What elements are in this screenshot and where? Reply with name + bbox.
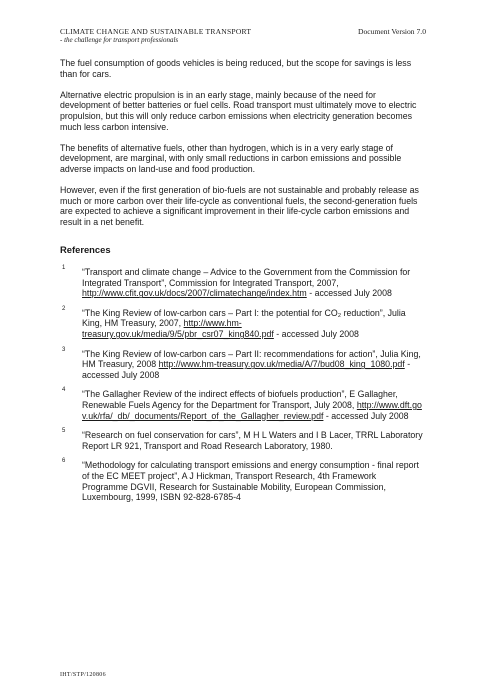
reference-number: 2 — [62, 305, 66, 312]
reference-item — [60, 389, 424, 421]
paragraph: The fuel consumption of goods vehicles is being reduced, but the scope for savings is less than for cars. — [60, 58, 412, 79]
reference-text: “Transport and climate change – Advice to the Government from the Commission for Integrated Transport”, Commission for Integrated Transport, 2007, — [82, 267, 411, 288]
header-subtitle: - the challenge for transport professionals — [60, 36, 179, 44]
paragraph: Alternative electric propulsion is in an early stage, mainly because of the need for development of better batteries or fuel cells. Road transport must ultimately move to electric propulsion, but this will only reduce carbon emissions when electricity generation becomes much less carbon intensive. — [60, 89, 417, 132]
reference-number: 5 — [62, 428, 66, 435]
document-body — [60, 58, 424, 512]
reference-link[interactable]: http://www.hm-treasury.gov.uk/media/9/5/pbr_csr07_king840.pdf — [82, 318, 274, 340]
reference-link[interactable]: http://www.dft.gov.uk/rfa/_db/_documents/Report_of_the_Gallagher_review.pdf — [82, 400, 422, 421]
reference-item — [60, 346, 424, 381]
reference-text: “The King Review of low-carbon cars – Part II: recommendations for action”, Julia King, HM Treasury, 2008 — [82, 348, 421, 370]
reference-number: 3 — [62, 346, 66, 353]
header-title: CLIMATE CHANGE AND SUSTAINABLE TRANSPORT — [60, 27, 252, 36]
running-header — [60, 27, 251, 45]
reference-accessed: - accessed July 2008 — [273, 329, 359, 340]
reference-number: 6 — [62, 458, 66, 465]
paragraph: However, even if the first generation of bio-fuels are not sustainable and probably release as much or more carbon over their life-cycle as conventional fuels, the second-generation fuels are expected to achieve a significant improvement in their life-cycle carbon emissions and result in a net benefit. — [60, 185, 419, 227]
reference-accessed: - accessed July 2008 — [306, 288, 392, 299]
reference-text: “Methodology for calculating transport emissions and energy consumption - final report of the EC MEET project”, A J Hickman, Transport Research, 4th Framework Programme DGVII, Research for Sustainable Mobility, European Commission, Luxembourg, 1999, ISBN 92-828-6785-4 — [82, 460, 419, 503]
reference-link[interactable]: http://www.cfit.gov.uk/docs/2007/climatechange/index.htm — [82, 288, 307, 299]
paragraph: The benefits of alternative fuels, other than hydrogen, which is in a very early stage of development, are marginal, with only small reductions in carbon emissions and possible adverse impacts on land-use and food production. — [60, 142, 402, 174]
reference-item — [60, 305, 424, 340]
document-version: Document Version 7.0 — [358, 27, 426, 36]
reference-accessed: - accessed July 2008 — [82, 359, 411, 380]
reference-number: 4 — [62, 387, 66, 394]
reference-link[interactable]: http://www.hm-treasury.gov.uk/media/A/7/bud08_king_1080.pdf — [158, 359, 405, 370]
page-footer: IHT/STP/120806 — [60, 672, 106, 678]
reference-text: “The Gallagher Review of the indirect effects of biofuels production”, E Gallagher, Renewable Fuels Agency for the Department for Transport, July 2008, — [82, 389, 398, 411]
reference-item — [60, 267, 424, 299]
references-heading: References — [60, 243, 111, 255]
reference-item — [60, 460, 424, 502]
reference-accessed: - accessed July 2008 — [323, 410, 409, 421]
reference-item — [60, 430, 424, 451]
reference-number: 1 — [62, 265, 66, 272]
reference-text: “Research on fuel conservation for cars”, M H L Waters and I B Lacer, TRRL Laboratory Report LR 921, Transport and Road Research Laboratory, 1980. — [82, 430, 423, 451]
reference-text: “The King Review of low-carbon cars – Part I: the potential for CO₂ reduction”, Julia King, HM Treasury, 2007, — [82, 307, 406, 329]
